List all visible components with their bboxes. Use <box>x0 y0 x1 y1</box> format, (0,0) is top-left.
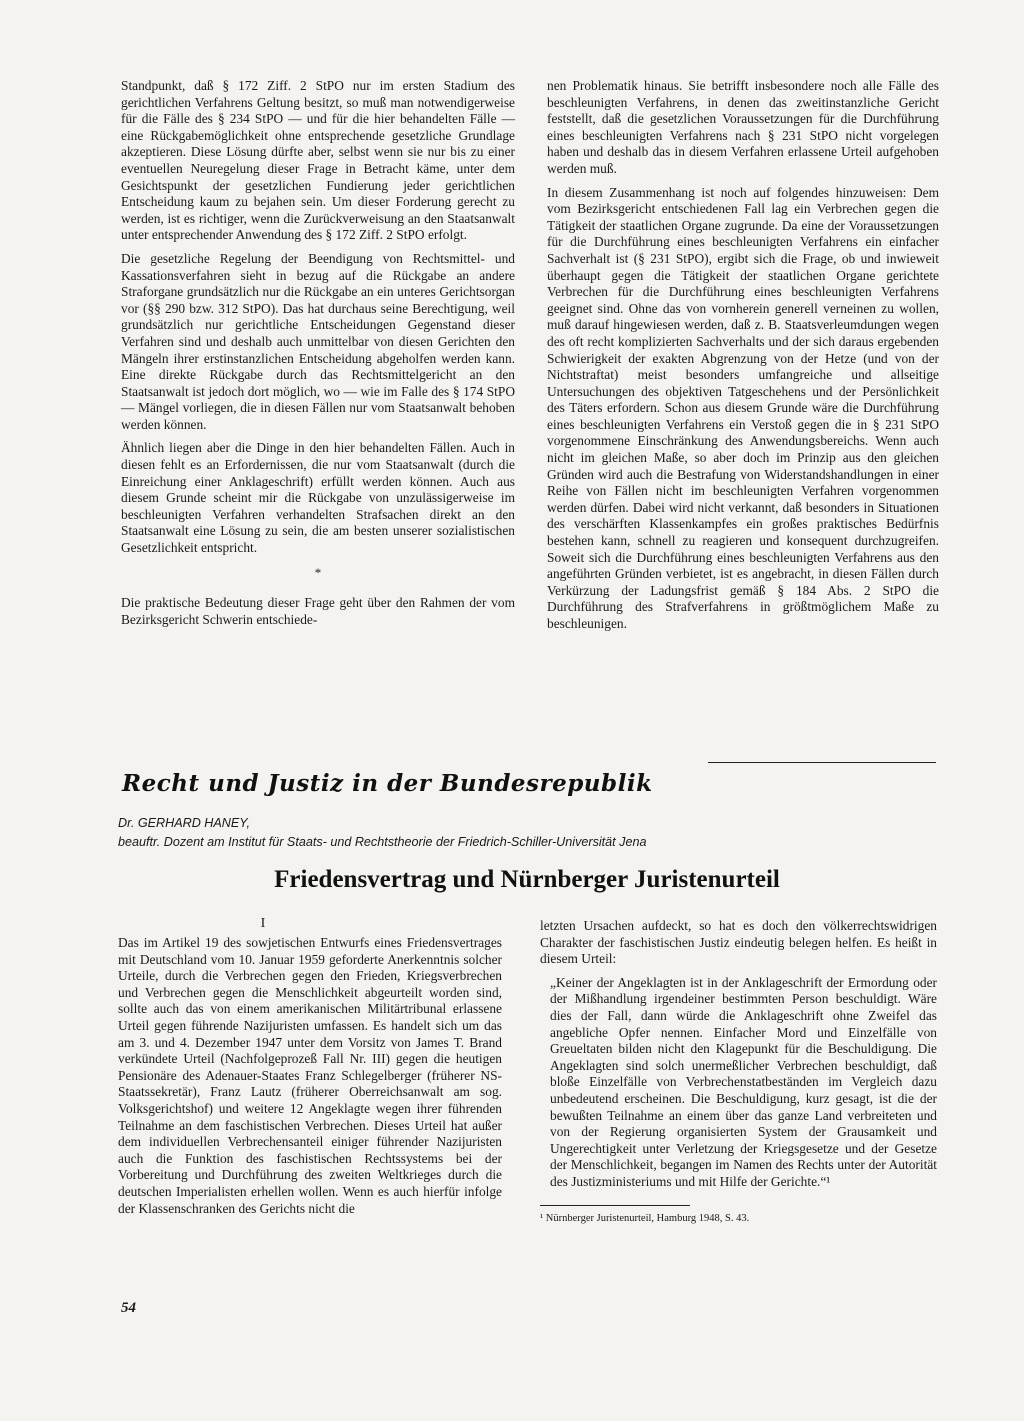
paragraph: Die gesetzliche Regelung der Beendigung von Rechtsmittel- und Kassationsverfahren sieht in bezug auf die Rückgabe an andere Straforgane grundsätzlich nur die Rückgabe an ein unteres Gerichtsorgan vor (§§ 290 bzw. 312 StPO). Das hat durchaus seine Berechtigung, weil grundsätzlich nur gerichtliche Entscheidungen Gegenstand dieser Verfahren sind und deshalb auch unmittelbar von diesen Gerichten den Mängeln ihrer erstinstanzlichen Entscheidung abgeholfen werden kann. Eine direkte Rückgabe durch das Rechtsmittelgericht an den Staatsanwalt ist jedoch dort möglich, wo — wie im Falle des § 174 StPO — Mängel vorliegen, die in diesen Fällen nur vom Staatsanwalt behoben werden können. <box>121 250 515 432</box>
paragraph: Die praktische Bedeutung dieser Frage geht über den Rahmen der vom Bezirksgericht Schwerin entschiede- <box>121 595 515 627</box>
section-number: I <box>260 916 266 931</box>
paragraph: letzten Ursachen aufdeckt, so hat es doch den völkerrechtswidrigen Charakter der faschistischen Justiz eindeutig belegen helfen. Es heißt in diesem Urteil: <box>540 918 937 967</box>
block-quote: „Keiner der Angeklagten ist in der Anklageschrift der Ermordung oder der Mißhandlung irgendeiner bestimmten Person beschuldigt. Wäre dies der Fall, dann würde die Anklageschrift ohne Zweifel das angebliche Opfer nennen. Einfacher Mord und Einzelfälle von Greueltaten bilden nicht den Klagepunkt für die Beschuldigung. Die Angeklagten sind solch unermeßlicher Verbrechen beschuldigt, daß bloße Einzelfälle von Verbrechenstatbeständen im Vergleich dazu unbedeutend erscheinen. Die Beschuldigung, kurz gesagt, ist die der bewußten Teilnahme an einem über das ganze Land verbreiteten und von der Regierung organisierten System der Grausamkeit und Ungerechtigkeit unter Verletzung der Kriegsgesetze und der Gesetze der Menschlichkeit, begangen im Namen des Rechts unter der Autorität des Justizministeriums und mit Hilfe der Gerichte.“¹ <box>550 974 937 1189</box>
top-left-column <box>121 78 515 635</box>
author-affiliation: beauftr. Dozent am Institut für Staats- und Rechtstheorie der Friedrich-Schiller-Universität Jena <box>118 835 647 849</box>
author-block <box>118 814 938 852</box>
paragraph: Ähnlich liegen aber die Dinge in den hier behandelten Fällen. Auch in diesen fehlt es an Erfordernissen, die nur vom Staatsanwalt (durch die Einreichung einer Anklageschrift) erfüllt werden können. Auch aus diesem Grunde scheint mir die Rückgabe von unzulässigerweise im beschleunigten Verfahren verhandelten Strafsachen direkt an den Staatsanwalt eine Lösung zu sein, die am besten unserer sozialistischen Gesetzlichkeit entspricht. <box>121 440 515 556</box>
paragraph: nen Problematik hinaus. Sie betrifft insbesondere noch alle Fälle des beschleunigten Verfahrens, in denen das zweitinstanzliche Gericht feststellt, daß die gesetzlichen Voraussetzungen für die Durchführung eines beschleunigten Verfahrens nach § 231 StPO nicht vorgelegen haben und deshalb das in diesem Verfahren erlassene Urteil aufgehoben werden muß. <box>547 78 939 176</box>
section-title: Recht und Justiz in der Bundesrepublik <box>122 770 653 797</box>
bottom-left-column <box>118 918 502 1224</box>
paragraph: Das im Artikel 19 des sowjetischen Entwurfs eines Friedensvertrages mit Deutschland vom 10. Januar 1959 geforderte Anerkenntnis solcher Urteile, durch die Verbrechen gegen den Frieden, Kriegsverbrechen und Verbrechen gegen die Menschlichkeit abgeurteilt worden sind, sollte auch das von einem amerikanischen Militärtribunal erlassene Urteil gegen führende Nazijuristen umfassen. Es handelt sich um das am 3. und 4. Dezember 1947 unter dem Vorsitz von James T. Brand verkündete Urteil (Nachfolgeprozeß Fall Nr. III) gegen die heutigen Pensionäre des Adenauer-Staates Franz Schlegelberger (früherer NS-Staatssekretär), Franz Lautz (früherer Oberreichsanwalt am sog. Volksgerichtshof) und weitere 12 Angeklagte wegen ihrer führenden Teilnahme an dem faschistischen Verbrechen. Dieses Urteil hat außer dem individuellen Verbrechensanteil einiger führender Nazijuristen auch die Funktion des faschistischen Rechtssystems bei der Vorbereitung und Durchführung des zweiten Weltkrieges durch die deutschen Imperialisten erhellen wollen. Wenn es auch hierfür infolge der Klassenschranken des Gerichts nicht die <box>118 935 502 1216</box>
paragraph: In diesem Zusammenhang ist noch auf folgendes hinzuweisen: Dem vom Bezirksgericht entschiedenen Fall lag ein Verbrechen gegen die Tätigkeit der staatlichen Organe zugrunde. Da eine der Voraussetzungen für die Durchführung eines beschleunigten Verfahrens ein einfacher Sachverhalt ist (§ 231 StPO), ergibt sich die Frage, ob und inwieweit überhaupt gegen die Tätigkeit der staatlichen Organe gerichtete Verbrechen für die Durchführung eines beschleunigten Verfahrens geeignet sind. Ohne das von vornherein generell verneinen zu wollen, muß darauf hingewiesen werden, daß z. B. Staatsverleumdungen wegen des oft recht komplizierten Sachverhalts und der sich daraus ergebenden Schwierigkeit der exakten Abgrenzung von der Hetze (und von der Nichtstraftat) meist besonders umfangreiche und allseitige Untersuchungen des objektiven Tatgeschehens und der Persönlichkeit des Täters erfordern. Schon aus diesem Grunde wäre die Durchführung eines beschleunigten Verfahrens ein Verstoß gegen die in § 231 StPO vorgenommene Einschränkung des Anwendungsbereichs. Wenn auch nicht im gleichen Maße, so aber doch im Prinzip aus den gleichen Gründen wird auch die Bestrafung von Widerstandshandlungen in einer Reihe von Fällen nicht im beschleunigten Verfahren vorgenommen werden dürfen. Dabei wird nicht verkannt, daß besonders in Situationen des verschärften Klassenkampfes ein großes praktisches Bedürfnis bestehen kann, schnell zu reagieren und konsequent durchzugreifen. Soweit sich die Durchführung eines beschleunigten Verfahrens aus den angeführten Gründen verbietet, ist es angebracht, in diesen Fällen durch Verkürzung der Ladungsfrist gemäß § 184 Abs. 2 StPO die Durchführung des Strafverfahrens in größtmöglichem Maße zu beschleunigen. <box>547 184 939 631</box>
bottom-right-column <box>540 918 937 1225</box>
page-number: 54 <box>121 1300 136 1316</box>
section-separator: * <box>314 564 322 580</box>
footnote: ¹ Nürnberger Juristenurteil, Hamburg 1948, S. 43. <box>540 1212 750 1224</box>
top-right-column <box>547 78 939 640</box>
footnote-rule <box>540 1205 690 1206</box>
author-name: Dr. GERHARD HANEY, <box>118 816 251 830</box>
section-divider-line <box>708 762 936 763</box>
article-title: Friedensvertrag und Nürnberger Juristenurteil <box>274 866 780 893</box>
paragraph: Standpunkt, daß § 172 Ziff. 2 StPO nur im ersten Stadium des gerichtlichen Verfahrens Geltung besitzt, so muß man notwendigerweise für die Fälle des § 234 StPO — und für die hier behandelten Fälle — eine Rückgabemöglichkeit ohne entsprechende gesetzliche Grundlage akzeptieren. Diese Lösung dürfte aber, selbst wenn sie nur bis zu einer eventuellen Neuregelung dieser Frage in Betracht käme, unter dem Gesichtspunkt der gesetzlichen Fundierung jeder gerichtlichen Entscheidung kaum zu bejahen sein. Um dieser Forderung gerecht zu werden, ist es richtiger, wenn die Zurückverweisung an den Staatsanwalt unter entsprechender Anwendung des § 172 Ziff. 2 StPO erfolgt. <box>121 78 515 243</box>
